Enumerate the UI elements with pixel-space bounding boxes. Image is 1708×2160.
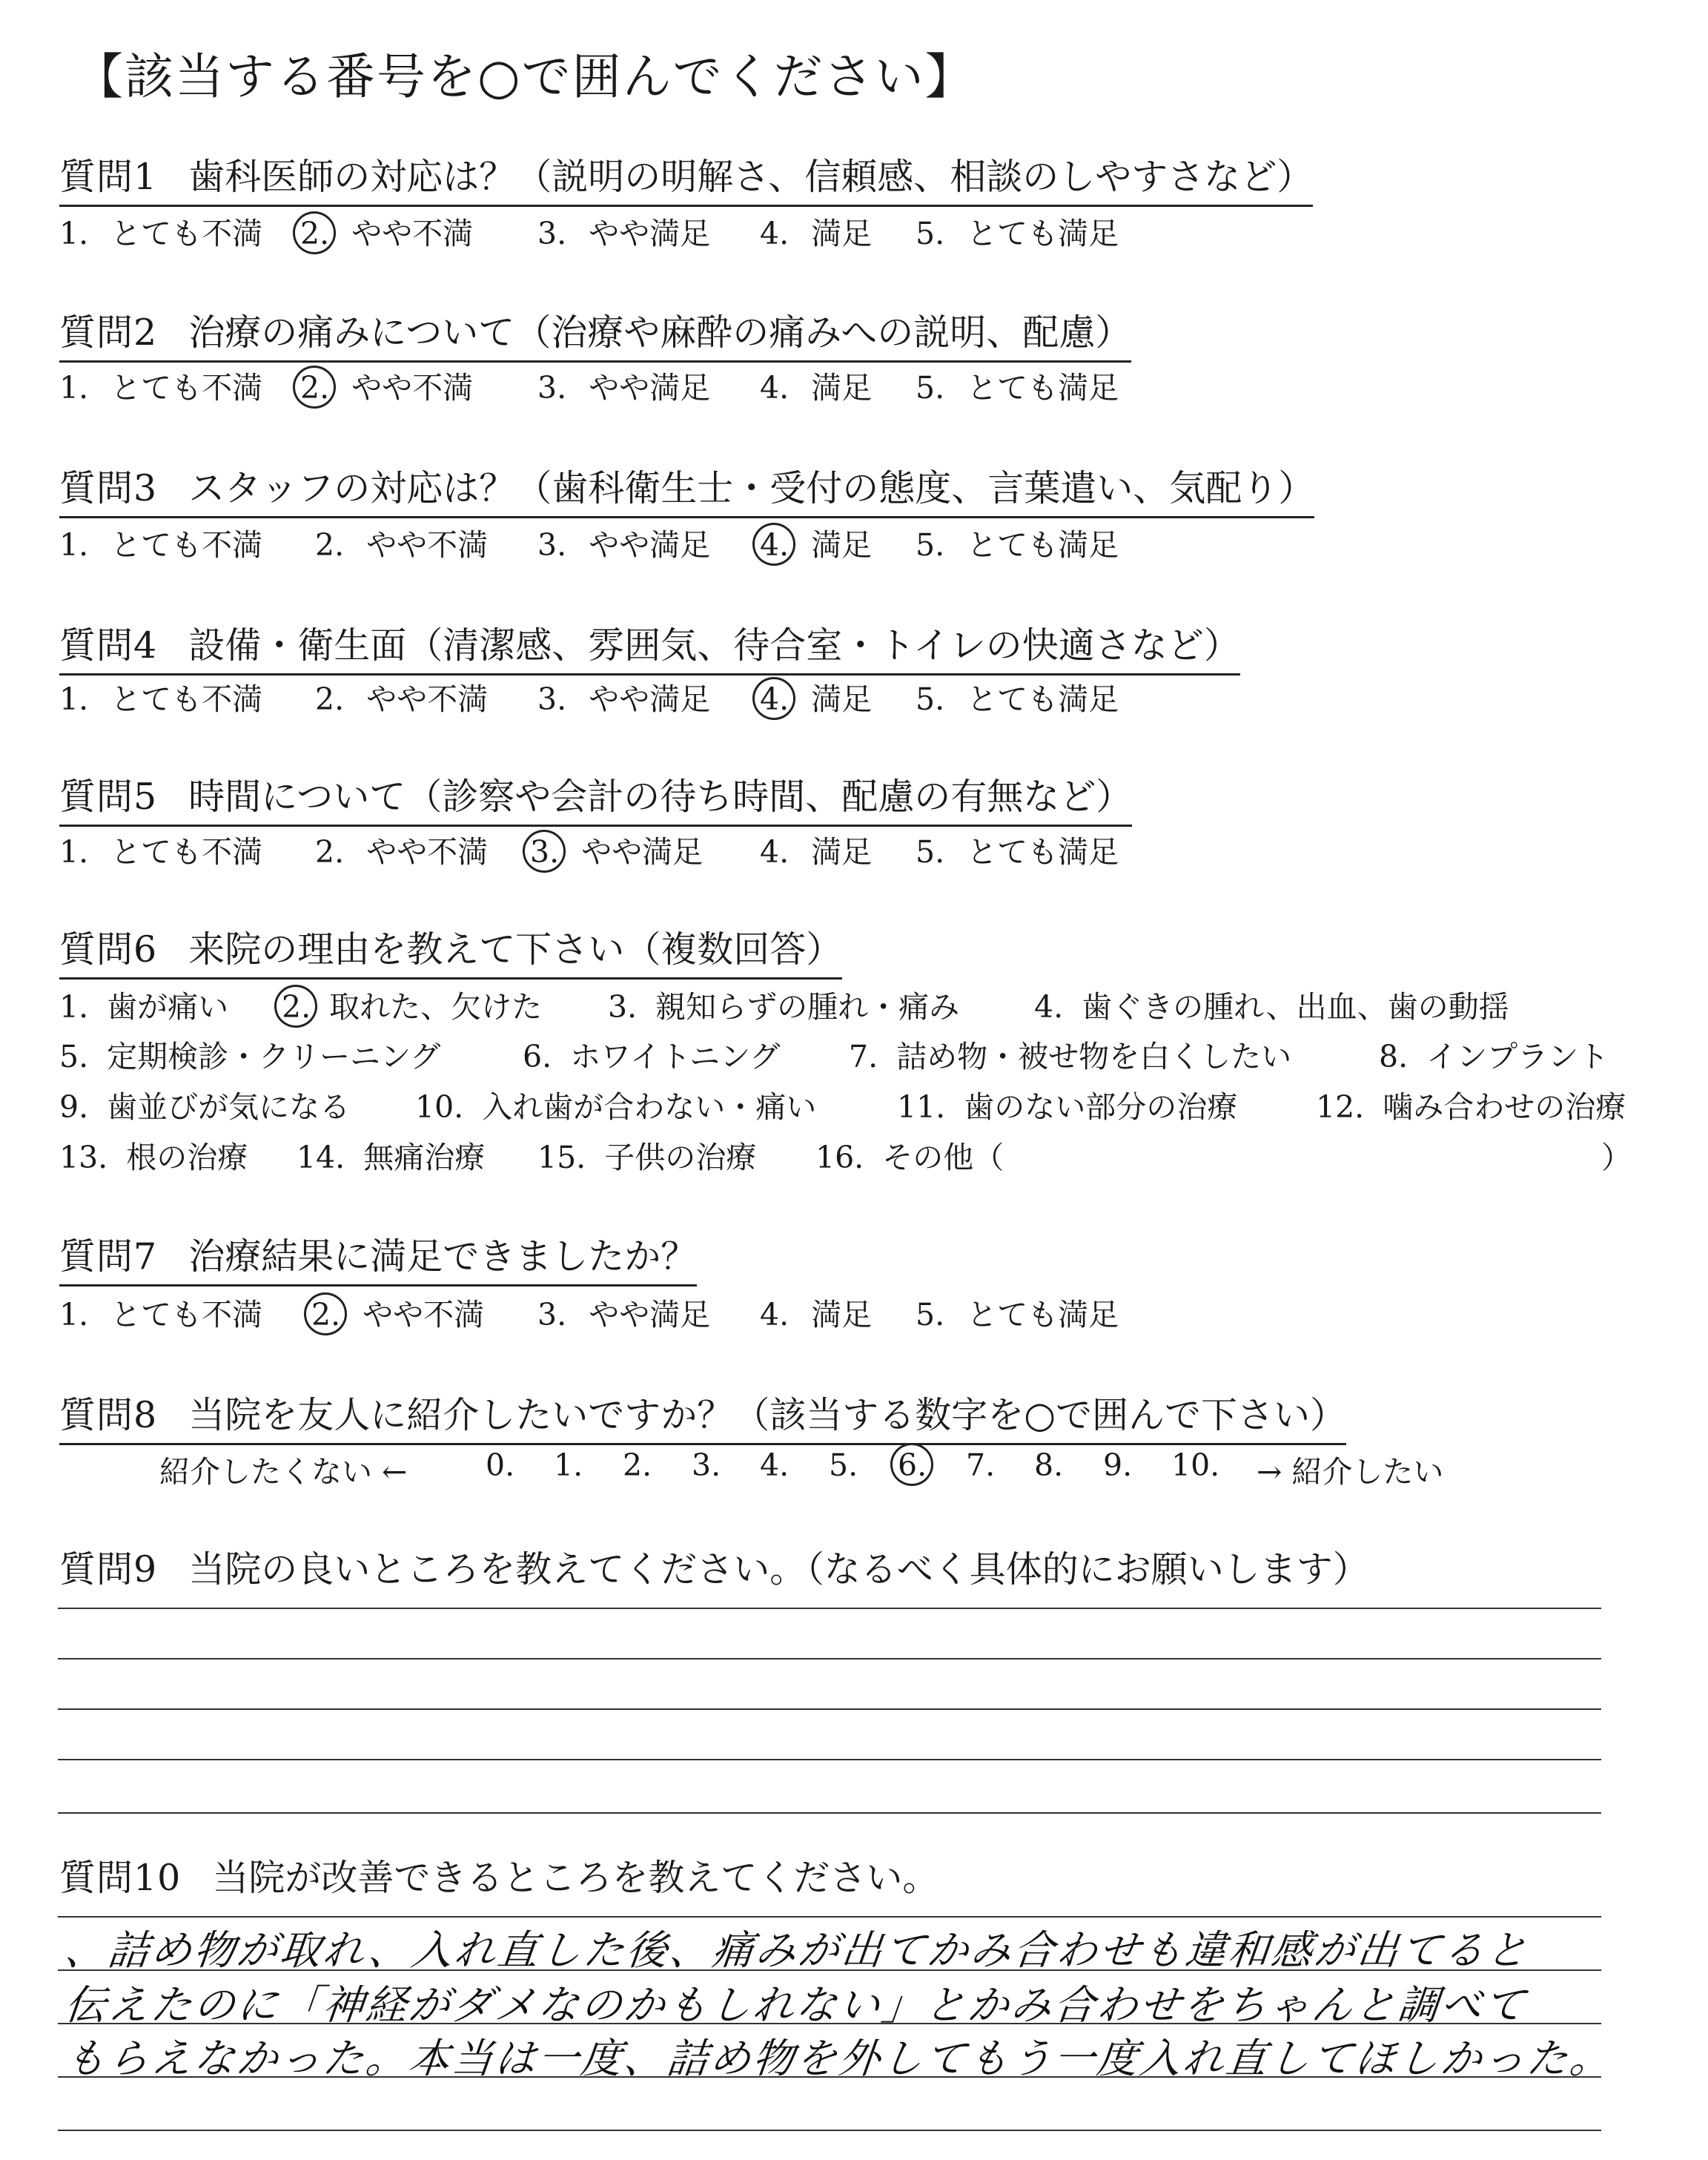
question-3-number: 質問3 — [59, 467, 158, 509]
q6-option-4[interactable]: 4. 歯ぐきの腫れ、出血、歯の動揺 — [1034, 989, 1509, 1025]
q6-option-8[interactable]: 8. インプラント — [1379, 1039, 1609, 1074]
q6-option-14[interactable]: 14. 無痛治療 — [297, 1140, 486, 1175]
q7-option-2-circled[interactable]: 2. やや不満 — [311, 1297, 485, 1332]
q6-option-9[interactable]: 9. 歯並びが気になる — [59, 1089, 351, 1125]
q1-option-1[interactable]: 1. とても不満 — [59, 216, 263, 251]
q4-option-1[interactable]: 1. とても不満 — [59, 681, 263, 717]
q6-option-5[interactable]: 5. 定期検診・クリーニング — [59, 1039, 441, 1074]
q9-answer-line-3[interactable] — [58, 1708, 1601, 1710]
q7-option-4[interactable]: 4. 満足 — [760, 1297, 873, 1332]
q5-option-4[interactable]: 4. 満足 — [760, 834, 873, 870]
question-1-text: 歯科医師の対応は？（説明の明解さ、信頼感、相談のしやすさなど） — [188, 156, 1314, 198]
question-9-text: 当院の良いところを教えてください。（なるべく具体的にお願いします） — [188, 1548, 1369, 1591]
q6-other-close-paren: ） — [1601, 1140, 1632, 1175]
question-10-number: 質問10 — [59, 1857, 182, 1899]
q4-option-4-circled[interactable]: 4. 満足 — [760, 681, 873, 717]
q6-option-13[interactable]: 13. 根の治療 — [59, 1140, 248, 1175]
q4-option-3[interactable]: 3. やや満足 — [537, 681, 711, 717]
q8-scale-1[interactable]: 1. — [554, 1447, 583, 1483]
q5-option-5[interactable]: 5. とても満足 — [916, 834, 1119, 870]
q6-option-15[interactable]: 15. 子供の治療 — [537, 1140, 757, 1175]
q3-option-4-circled[interactable]: 4. 満足 — [760, 527, 873, 563]
q3-option-1[interactable]: 1. とても不満 — [59, 527, 263, 563]
q7-option-1[interactable]: 1. とても不満 — [59, 1297, 263, 1332]
q8-scale-9[interactable]: 9. — [1103, 1447, 1133, 1483]
question-2-text: 治療の痛みについて（治療や麻酔の痛みへの説明、配慮） — [188, 311, 1132, 354]
question-2-number: 質問2 — [59, 311, 158, 354]
q6-option-10[interactable]: 10. 入れ歯が合わない・痛い — [415, 1089, 817, 1125]
q6-option-3[interactable]: 3. 親知らずの腫れ・痛み — [608, 989, 960, 1025]
question-4-number: 質問4 — [59, 624, 158, 667]
question-9-title — [59, 1541, 1369, 1597]
q2-option-1[interactable]: 1. とても不満 — [59, 370, 263, 406]
q4-option-5[interactable]: 5. とても満足 — [916, 681, 1119, 717]
question-5-text: 時間について（診察や会計の待ち時間、配慮の有無など） — [188, 776, 1133, 818]
page-heading: 【該当する番号を○で囲んでください】 — [74, 48, 976, 105]
q2-option-4[interactable]: 4. 満足 — [760, 370, 873, 406]
q10-answer-line-2[interactable] — [58, 1969, 1601, 1971]
q5-option-2[interactable]: 2. やや不満 — [315, 834, 489, 870]
q3-option-2[interactable]: 2. やや不満 — [315, 527, 489, 563]
q8-scale-6-circled[interactable]: 6. — [898, 1447, 927, 1483]
q10-handwritten-line-1: 、詰め物が取れ、入れ直した後、痛みが出てかみ合わせも違和感が出てると — [62, 1926, 1532, 1974]
q6-option-7[interactable]: 7. 詰め物・被せ物を白くしたい — [849, 1039, 1292, 1074]
q5-option-3-circled[interactable]: 3. やや満足 — [530, 834, 704, 870]
q2-option-3[interactable]: 3. やや満足 — [537, 370, 711, 406]
q1-option-4[interactable]: 4. 満足 — [760, 216, 873, 251]
q8-right-label: → 紹介したい — [1257, 1454, 1444, 1490]
question-8-title — [59, 1387, 1346, 1445]
q8-scale-8[interactable]: 8. — [1034, 1447, 1064, 1483]
question-7-text: 治療結果に満足できましたか？ — [188, 1235, 698, 1278]
question-4-text: 設備・衛生面（清潔感、雰囲気、待合室・トイレの快適さなど） — [188, 624, 1240, 667]
question-3-title — [59, 460, 1314, 518]
question-6-title — [59, 921, 842, 980]
question-9-number: 質問9 — [59, 1548, 158, 1591]
q1-option-2-circled[interactable]: 2. やや不満 — [300, 216, 474, 251]
q1-option-5[interactable]: 5. とても満足 — [916, 216, 1119, 251]
question-4-title — [59, 617, 1240, 676]
question-1-number: 質問1 — [59, 156, 158, 198]
q8-scale-10[interactable]: 10. — [1171, 1447, 1220, 1483]
question-5-number: 質問5 — [59, 776, 158, 818]
q8-scale-3[interactable]: 3. — [692, 1447, 721, 1483]
q10-answer-line-4[interactable] — [58, 2076, 1601, 2078]
q6-option-6[interactable]: 6. ホワイトニング — [523, 1039, 781, 1074]
question-8-text: 当院を友人に紹介したいですか？（該当する数字を○で囲んで下さい） — [188, 1394, 1346, 1436]
q6-option-1[interactable]: 1. 歯が痛い — [59, 989, 229, 1025]
q8-scale-4[interactable]: 4. — [760, 1447, 790, 1483]
question-5-title — [59, 768, 1132, 827]
q10-handwritten-line-2: 伝えたのに「神経がダメなのかもしれない」とかみ合わせをちゃんと調べて — [62, 1981, 1530, 2029]
q8-left-label: 紹介したくない ← — [159, 1454, 408, 1490]
q6-option-16-other[interactable]: 16. その他（ — [815, 1140, 1004, 1175]
q5-option-1[interactable]: 1. とても不満 — [59, 834, 263, 870]
q3-option-5[interactable]: 5. とても満足 — [916, 527, 1119, 563]
q8-scale-2[interactable]: 2. — [623, 1447, 652, 1483]
q2-option-2-circled[interactable]: 2. やや不満 — [300, 370, 474, 406]
question-7-number: 質問7 — [59, 1235, 158, 1278]
question-10-title — [59, 1849, 939, 1906]
question-6-text: 来院の理由を教えて下さい（複数回答） — [188, 928, 843, 971]
q7-option-3[interactable]: 3. やや満足 — [537, 1297, 711, 1332]
q8-scale-0[interactable]: 0. — [486, 1447, 515, 1483]
question-2-title — [59, 304, 1131, 363]
question-7-title — [59, 1228, 697, 1287]
q7-option-5[interactable]: 5. とても満足 — [916, 1297, 1119, 1332]
q6-option-11[interactable]: 11. 歯のない部分の治療 — [897, 1089, 1238, 1125]
q8-scale-5[interactable]: 5. — [829, 1447, 858, 1483]
q6-option-2-circled[interactable]: 2. 取れた、欠けた — [282, 989, 543, 1025]
question-8-number: 質問8 — [59, 1394, 158, 1436]
question-10-text: 当院が改善できるところを教えてください。 — [212, 1857, 939, 1899]
q3-option-3[interactable]: 3. やや満足 — [537, 527, 711, 563]
question-1-title — [59, 148, 1313, 207]
q8-scale-7[interactable]: 7. — [966, 1447, 996, 1483]
question-3-text: スタッフの対応は？（歯科衛生士・受付の態度、言葉遣い、気配り） — [188, 467, 1315, 509]
q6-option-12[interactable]: 12. 噛み合わせの治療 — [1316, 1089, 1626, 1125]
q2-option-5[interactable]: 5. とても満足 — [916, 370, 1119, 406]
q9-answer-line-4[interactable] — [58, 1759, 1601, 1760]
q9-answer-line-5[interactable] — [58, 1812, 1601, 1814]
q1-option-3[interactable]: 3. やや満足 — [537, 216, 711, 251]
question-6-number: 質問6 — [59, 928, 158, 971]
q9-answer-line-1[interactable] — [58, 1608, 1601, 1609]
q10-handwritten-line-3: もらえなかった。本当は一度、詰め物を外してもう一度入れ直してほしかった。 — [62, 2035, 1616, 2082]
q10-answer-line-3[interactable] — [58, 2023, 1601, 2024]
q9-answer-line-2[interactable] — [58, 1658, 1601, 1659]
q4-option-2[interactable]: 2. やや不満 — [315, 681, 489, 717]
q10-answer-line-5[interactable] — [58, 2130, 1601, 2131]
